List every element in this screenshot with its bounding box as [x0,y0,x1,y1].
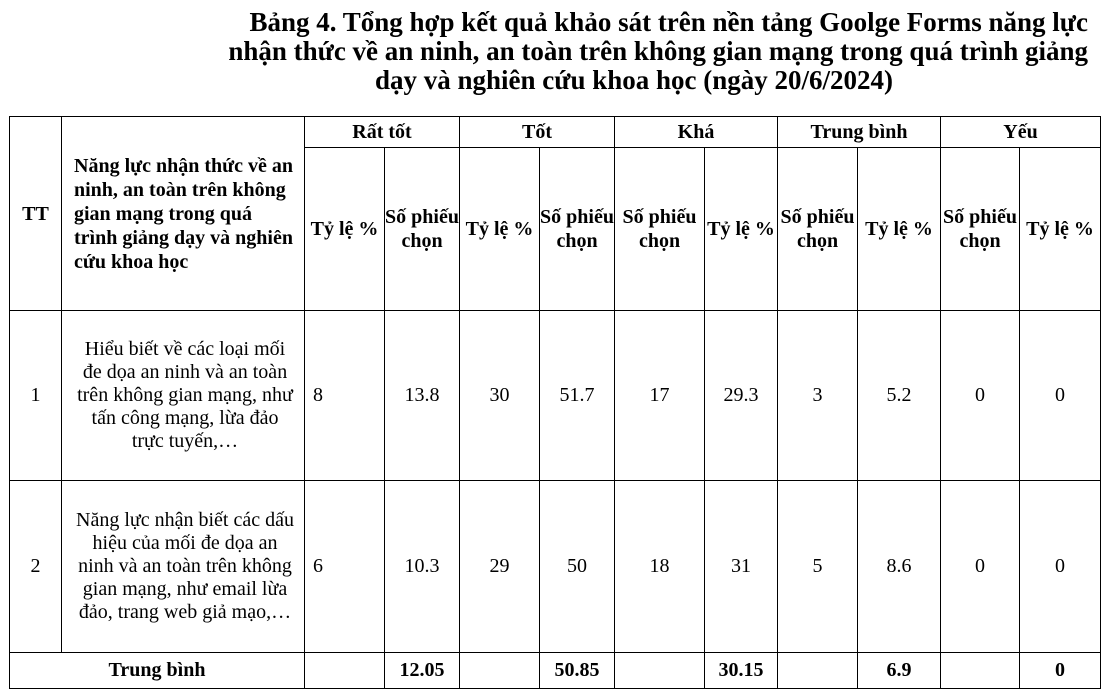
data-cell: 13.8 [385,311,460,481]
data-cell: 29.3 [705,311,778,481]
title-line-1: Bảng 4. Tổng hợp kết quả khảo sát trên nền tảng Goolge Forms năng lực [249,7,1088,37]
average-cell: 50.85 [540,653,615,689]
title-line-3: dạy và nghiên cứu khoa học (ngày 20/6/2024) [374,65,894,95]
data-cell: 0 [1020,311,1101,481]
data-cell: 50 [540,481,615,653]
data-cell: 51.7 [540,311,615,481]
data-cell: 30 [460,311,540,481]
average-cell: 0 [1020,653,1101,689]
data-cell: 17 [615,311,705,481]
data-cell: 0 [941,481,1020,653]
criteria-text: Hiểu biết về các loại mối đe dọa an ninh và an toàn trên không gian mạng, như tấn công mạng, lừa đảo trực tuyến,… [62,311,305,481]
header-sub: Số phiếu chọn [540,148,615,311]
average-cell: 6.9 [858,653,941,689]
header-sub: Tỷ lệ % [858,148,941,311]
header-criteria: Năng lực nhận thức về an ninh, an toàn trên không gian mạng trong quá trình giảng dạy và nghiên cứu khoa học [62,117,305,311]
average-cell [460,653,540,689]
title-line-2: nhận thức về an ninh, an toàn trên không gian mạng trong quá trình giảng [228,36,1088,66]
table-title [90,8,1088,95]
header-group-yeu: Yếu [941,117,1101,148]
header-sub: Tỷ lệ % [1020,148,1101,311]
criteria-text: Năng lực nhận biết các dấu hiệu của mối đe dọa an ninh và an toàn trên không gian mạng, như email lừa đảo, trang web giả mạo,… [62,481,305,653]
average-label: Trung bình [10,653,305,689]
data-cell: 18 [615,481,705,653]
data-cell: 8.6 [858,481,941,653]
data-cell: 5 [778,481,858,653]
header-sub: Số phiếu chọn [385,148,460,311]
header-sub: Tỷ lệ % [460,148,540,311]
average-cell: 30.15 [705,653,778,689]
header-sub: Tỷ lệ % [705,148,778,311]
header-sub: Số phiếu chọn [941,148,1020,311]
header-sub: Tỷ lệ % [305,148,385,311]
data-cell: 8 [305,311,385,481]
header-group-trung-binh: Trung bình [778,117,941,148]
header-tt: TT [10,117,62,311]
average-cell: 12.05 [385,653,460,689]
data-cell: 10.3 [385,481,460,653]
data-cell: 3 [778,311,858,481]
header-sub: Số phiếu chọn [615,148,705,311]
survey-results-table [9,116,1101,689]
header-group-tot: Tốt [460,117,615,148]
table-row [10,481,1101,653]
data-cell: 0 [941,311,1020,481]
average-cell [305,653,385,689]
header-group-rat-tot: Rất tốt [305,117,460,148]
header-sub: Số phiếu chọn [778,148,858,311]
data-cell: 29 [460,481,540,653]
data-cell: 0 [1020,481,1101,653]
average-row [10,653,1101,689]
average-cell [941,653,1020,689]
average-cell [778,653,858,689]
data-cell: 31 [705,481,778,653]
row-number: 1 [10,311,62,481]
header-group-kha: Khá [615,117,778,148]
average-cell [615,653,705,689]
data-cell: 5.2 [858,311,941,481]
header-row-groups [10,117,1101,148]
data-cell: 6 [305,481,385,653]
row-number: 2 [10,481,62,653]
table-row [10,311,1101,481]
